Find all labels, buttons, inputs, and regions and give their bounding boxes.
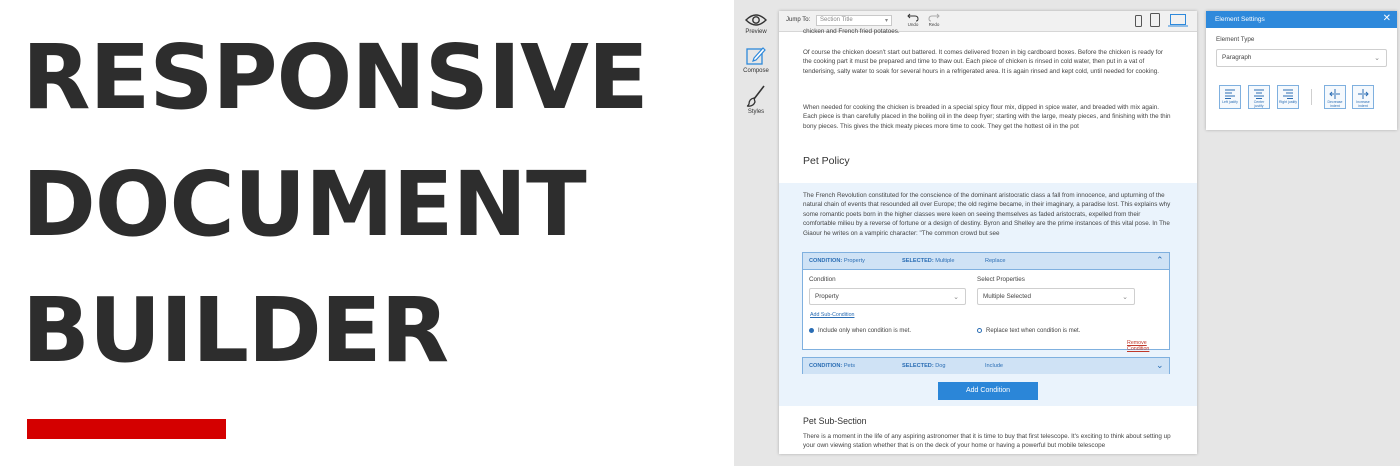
undo-label: Undo <box>907 22 919 27</box>
center-justify-label: Center justify <box>1253 100 1265 108</box>
document-content <box>779 28 1197 454</box>
decrease-indent-button[interactable] <box>1324 85 1346 109</box>
paragraph-telescope[interactable]: There is a moment in the life of any aspiring astronomer that it is time to buy that first telescope. It's exciting to think about setting up your own viewing station whether that is on the deck of your home or having a powerful but mobile telescope <box>803 433 1171 450</box>
increase-indent-label: Increase indent <box>1356 100 1370 108</box>
styles-label: Styles <box>747 109 765 115</box>
compose-button[interactable] <box>734 46 778 74</box>
jump-to-label: Jump To: <box>786 17 811 23</box>
selected-key: SELECTED: <box>902 363 934 369</box>
paragraph-chicken-prep[interactable]: Of course the chicken doesn't start out battered. It comes delivered frozen in big cardboard boxes. Before the chicken is ready for the cooking part it must be prepared and time to thaw out. Each piece of chicken is rinsed in cold water, then put in a vat of tenderising, salty water to soak for several hours in a refrigerated area. It is again rinsed and kept cold, until needed for cooking. <box>803 49 1163 75</box>
properties-label: Select Properties <box>977 276 1025 283</box>
paragraph-partial[interactable]: chicken and French fried potatoes. <box>803 28 900 35</box>
chevron-up-icon[interactable]: ⌃ <box>1156 255 1164 265</box>
selected-value: Dog <box>935 363 946 369</box>
toolbar-divider <box>1311 89 1312 105</box>
pencil-edit-icon <box>746 46 766 66</box>
desktop-view-button[interactable] <box>1168 14 1188 32</box>
condition-value: Pets <box>843 363 856 369</box>
builder-app <box>734 0 1400 466</box>
radio-include[interactable] <box>809 328 911 334</box>
increase-indent-icon <box>1357 89 1369 99</box>
condition-value: Property <box>843 258 865 264</box>
center-justify-button[interactable] <box>1248 85 1270 109</box>
accent-bar <box>27 419 226 439</box>
chevron-down-icon: ▾ <box>884 18 888 24</box>
element-type-label: Element Type <box>1216 36 1255 43</box>
properties-select-value: Multiple Selected <box>983 293 1031 300</box>
close-icon[interactable]: ✕ <box>1382 13 1391 24</box>
add-sub-condition-link[interactable]: Add Sub-Condition <box>810 312 855 318</box>
styles-button[interactable] <box>734 85 778 115</box>
radio-unselected-icon <box>977 328 982 333</box>
decrease-indent-label: Decrease indent <box>1327 100 1343 108</box>
undo-icon <box>907 12 919 22</box>
selected-value: Multiple <box>935 258 955 264</box>
hero-title-line1: RESPONSIVE <box>22 25 648 129</box>
right-justify-button[interactable] <box>1277 85 1299 109</box>
redo-label: Redo <box>928 22 940 27</box>
condition-header[interactable] <box>803 358 1169 374</box>
undo-button[interactable] <box>905 12 921 27</box>
eye-icon <box>745 13 767 27</box>
redo-icon <box>928 12 940 22</box>
chevron-down-icon: ⌄ <box>953 294 959 301</box>
condition-label: Condition <box>809 276 836 283</box>
hero-title-line2: DOCUMENT <box>22 152 586 256</box>
condition-header[interactable] <box>803 253 1169 270</box>
condition-panel-property <box>802 252 1170 350</box>
section-heading-pet-subsection[interactable]: Pet Sub-Section <box>803 416 867 426</box>
paragraph-chicken-cooking[interactable]: When needed for cooking the chicken is breaded in a special spicy flour mix, dipped in spice water, and breaded with mix again. Each piece is than carefully placed in the boiling oil in the deep fryer; starting with the large, meaty pieces, and finishing with the thin bony pieces. This gives the thick meaty pieces more time to cook. They get the hottest oil in the pot <box>803 104 1171 130</box>
preview-label: Preview <box>745 29 767 35</box>
remove-condition-link[interactable]: Remove Condition <box>1127 340 1150 352</box>
conditional-section <box>779 183 1197 406</box>
condition-panel-pets[interactable] <box>802 357 1170 374</box>
laptop-icon <box>1168 14 1188 27</box>
element-settings-panel <box>1206 11 1397 130</box>
tablet-icon <box>1150 13 1160 27</box>
align-left-icon <box>1224 89 1236 99</box>
add-condition-button[interactable]: Add Condition <box>938 382 1038 400</box>
align-center-icon <box>1253 89 1265 99</box>
align-right-icon <box>1282 89 1294 99</box>
selected-key: SELECTED: <box>902 258 934 264</box>
condition-key: CONDITION: <box>809 363 843 369</box>
left-justify-button[interactable] <box>1219 85 1241 109</box>
section-heading-pet-policy[interactable]: Pet Policy <box>803 155 850 167</box>
section-select-value: Section Title <box>820 17 853 23</box>
settings-title: Element Settings <box>1215 16 1265 23</box>
condition-action: Include <box>985 363 1004 369</box>
radio-replace-label: Replace text when condition is met. <box>986 328 1081 334</box>
increase-indent-button[interactable] <box>1352 85 1374 109</box>
hero-title-line3: BUILDER <box>22 278 449 382</box>
condition-action: Replace <box>985 258 1006 264</box>
brush-icon <box>746 85 766 107</box>
element-type-value: Paragraph <box>1222 54 1252 61</box>
radio-include-label: Include only when condition is met. <box>818 328 912 334</box>
condition-select-value: Property <box>815 293 839 300</box>
phone-icon <box>1135 15 1142 27</box>
compose-label: Compose <box>743 68 769 74</box>
properties-select[interactable] <box>977 288 1135 305</box>
chevron-down-icon[interactable]: ⌄ <box>1156 360 1164 370</box>
chevron-down-icon: ⌄ <box>1122 294 1128 301</box>
paragraph-pet-policy[interactable]: The French Revolution constituted for the conscience of the dominant aristocratic class a fall from innocence, and upturning of the natural chain of events that resounded all over Europe; the old regime became, in their imaginary, a paradise lost. This explains why some romantic poets born in the higher classes were keen on seeing themselves as faded aristocrats, expelled from their comfortable milieu by a reverse of fortune or a design of destiny. Byron and Shelley are the prime instances of this vital pose. In The Giaour he writes on a vampiric character: "The common crowd but see <box>803 192 1171 237</box>
preview-button[interactable] <box>734 13 778 35</box>
right-justify-label: Right justify <box>1278 100 1298 104</box>
chevron-down-icon: ⌄ <box>1374 55 1380 62</box>
redo-button[interactable] <box>926 12 942 27</box>
settings-header <box>1206 11 1397 28</box>
document-canvas <box>779 11 1197 454</box>
condition-key: CONDITION: <box>809 258 843 264</box>
section-jump-select[interactable] <box>816 15 892 26</box>
radio-replace[interactable] <box>977 328 1080 334</box>
decrease-indent-icon <box>1329 89 1341 99</box>
element-type-select[interactable] <box>1216 49 1387 67</box>
radio-selected-icon <box>809 328 814 333</box>
condition-select[interactable] <box>809 288 966 305</box>
left-justify-label: Left justify <box>1222 100 1238 104</box>
